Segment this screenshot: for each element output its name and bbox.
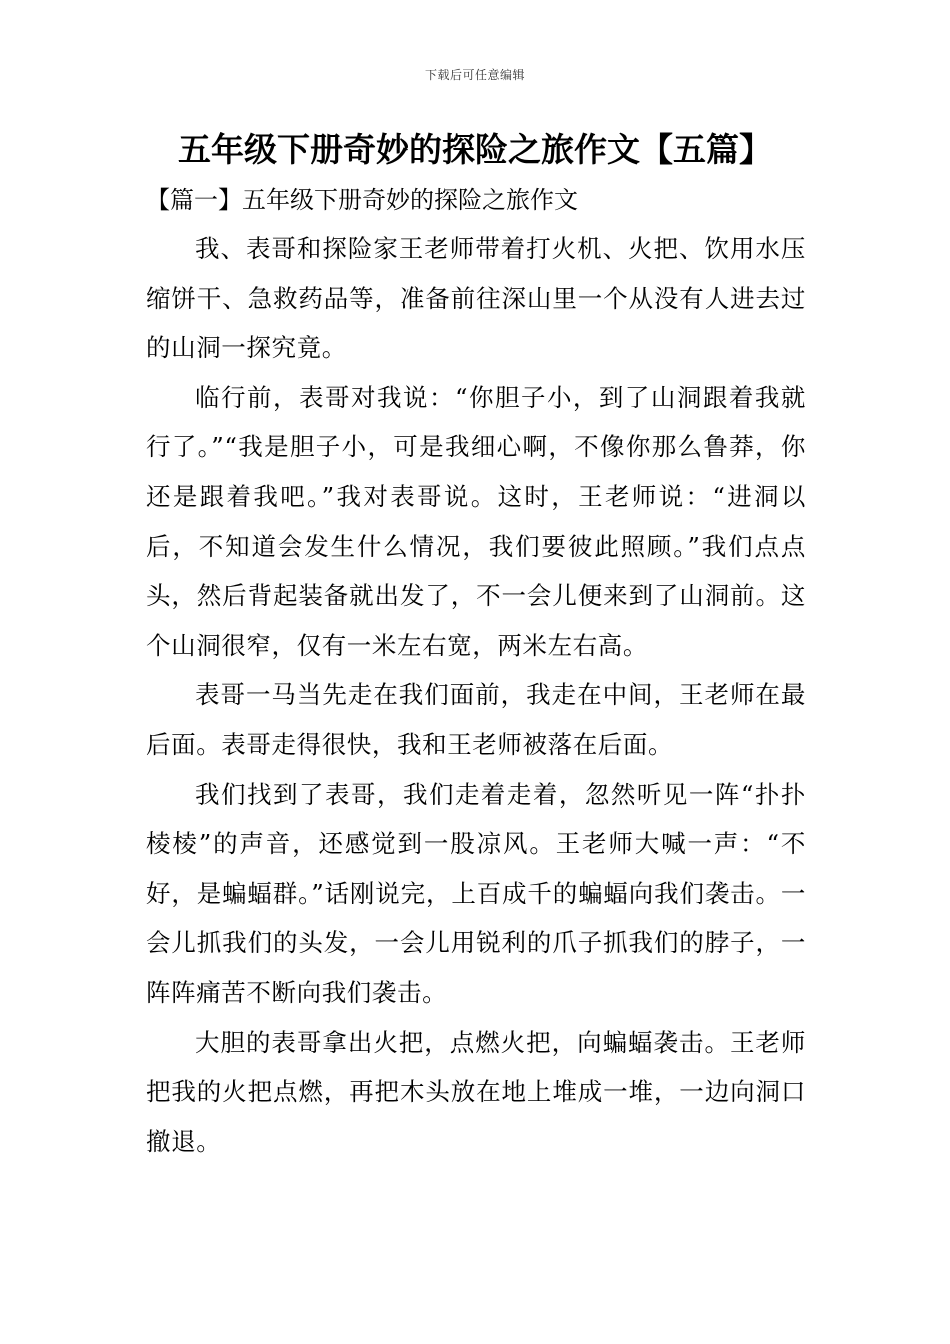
paragraph-5: 大胆的表哥拿出火把，点燃火把，向蝙蝠袭击。王老师把我的火把点燃，再把木头放在地上堆成一堆，一边向洞口撤退。 <box>146 1027 806 1156</box>
section-heading: 【篇一】五年级下册奇妙的探险之旅作文 <box>146 186 578 214</box>
paragraph-3: 表哥一马当先走在我们面前，我走在中间，王老师在最后面。表哥走得很快，我和王老师被落在后面。 <box>146 680 806 759</box>
essay-body <box>146 224 806 1166</box>
header-note: 下载后可任意编辑 <box>424 68 525 82</box>
paragraph-2: 临行前，表哥对我说：“你胆子小，到了山洞跟着我就行了。”“我是胆子小，可是我细心啊，不像你那么鲁莽，你还是跟着我吧。”我对表哥说。这时，王老师说：“进洞以后，不知道会发生什么情况，我们要彼此照顾。”我们点点头，然后背起装备就出发了，不一会儿便来到了山洞前。这个山洞很窄，仅有一米左右宽，两米左右高。 <box>146 382 806 660</box>
document-title: 五年级下册奇妙的探险之旅作文【五篇】 <box>178 130 772 169</box>
paragraph-1: 我、表哥和探险家王老师带着打火机、火把、饮用水压缩饼干、急救药品等，准备前往深山里一个从没有人进去过的山洞一探究竟。 <box>146 234 806 363</box>
paragraph-4: 我们找到了表哥，我们走着走着，忽然听见一阵“扑扑棱棱”的声音，还感觉到一股凉风。王老师大喊一声：“不好，是蝙蝠群。”话刚说完，上百成千的蝙蝠向我们袭击。一会儿抓我们的头发，一会儿用锐利的爪子抓我们的脖子，一阵阵痛苦不断向我们袭击。 <box>146 779 806 1007</box>
